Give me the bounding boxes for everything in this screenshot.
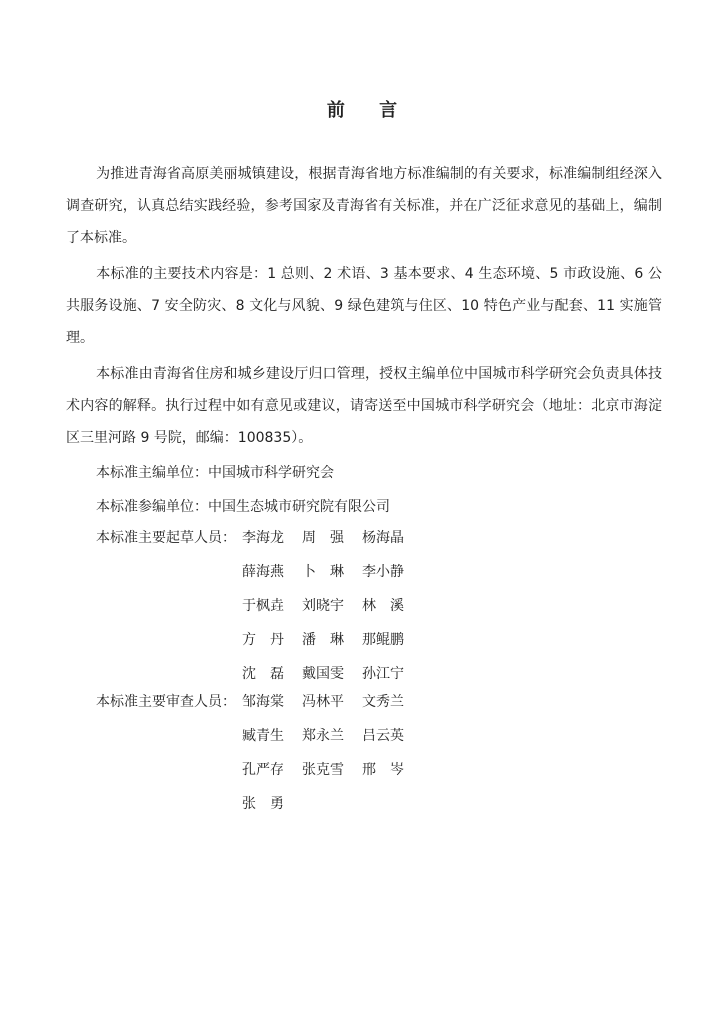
paragraph-purpose [66, 158, 662, 254]
person-name: 李海龙 [242, 530, 284, 546]
drafter-row [96, 597, 422, 631]
paragraph-text: 本标准由青海省住房和城乡建设厅归口管理，授权主编单位中国城市科学研究会负责具体技术内容的解释。执行过程中如有意见或建议，请寄送至中国城市科学研究会（地址：北京市海淀区三里河路 9 号院，邮编：100835）。 [66, 366, 662, 446]
reviewer-row [96, 761, 422, 795]
person-name: 刘晓宇 [302, 598, 344, 614]
person-name: 卜 琳 [302, 564, 344, 580]
person-name: 薛海燕 [242, 564, 284, 580]
participating-editor-unit: 本标准参编单位：中国生态城市研究院有限公司 [96, 499, 390, 515]
person-name: 李小静 [362, 564, 404, 580]
page-title: 前 言 [326, 100, 412, 121]
person-name: 文秀兰 [362, 694, 404, 710]
drafters-list [96, 529, 422, 699]
drafter-row [96, 529, 422, 563]
reviewers-list [96, 693, 422, 829]
person-name: 邢 岑 [362, 762, 404, 778]
paragraph-management [66, 358, 662, 454]
person-name: 沈 磊 [242, 666, 284, 682]
reviewers-label: 本标准主要审查人员： [96, 694, 236, 710]
person-name: 冯林平 [302, 694, 344, 710]
reviewer-row [96, 693, 422, 727]
person-name: 方 丹 [242, 632, 284, 648]
person-name: 张克雪 [302, 762, 344, 778]
drafter-row [96, 631, 422, 665]
person-name: 林 溪 [362, 598, 404, 614]
person-name: 张 勇 [242, 796, 284, 812]
person-name: 那鲲鹏 [362, 632, 404, 648]
person-name: 臧青生 [242, 728, 284, 744]
chief-editor-unit: 本标准主编单位：中国城市科学研究会 [96, 465, 334, 481]
person-name: 孔严存 [242, 762, 284, 778]
drafter-row [96, 563, 422, 597]
person-name: 周 强 [302, 530, 344, 546]
person-name: 戴国雯 [302, 666, 344, 682]
paragraph-contents [66, 258, 662, 354]
reviewer-row [96, 727, 422, 761]
person-name: 邹海棠 [242, 694, 284, 710]
reviewer-row [96, 795, 422, 829]
person-name: 于枫垚 [242, 598, 284, 614]
person-name: 吕云英 [362, 728, 404, 744]
person-name: 郑永兰 [302, 728, 344, 744]
person-name: 孙江宁 [362, 666, 404, 682]
person-name: 杨海晶 [362, 530, 404, 546]
drafters-label: 本标准主要起草人员： [96, 530, 236, 546]
paragraph-text: 为推进青海省高原美丽城镇建设，根据青海省地方标准编制的有关要求，标准编制组经深入调查研究，认真总结实践经验，参考国家及青海省有关标准，并在广泛征求意见的基础上，编制了本标准。 [66, 166, 662, 246]
person-name: 潘 琳 [302, 632, 344, 648]
paragraph-text: 本标准的主要技术内容是：1 总则、2 术语、3 基本要求、4 生态环境、5 市政设施、6 公共服务设施、7 安全防灾、8 文化与风貌、9 绿色建筑与住区、10 特色产业与配套、11 实施管理。 [66, 266, 662, 346]
